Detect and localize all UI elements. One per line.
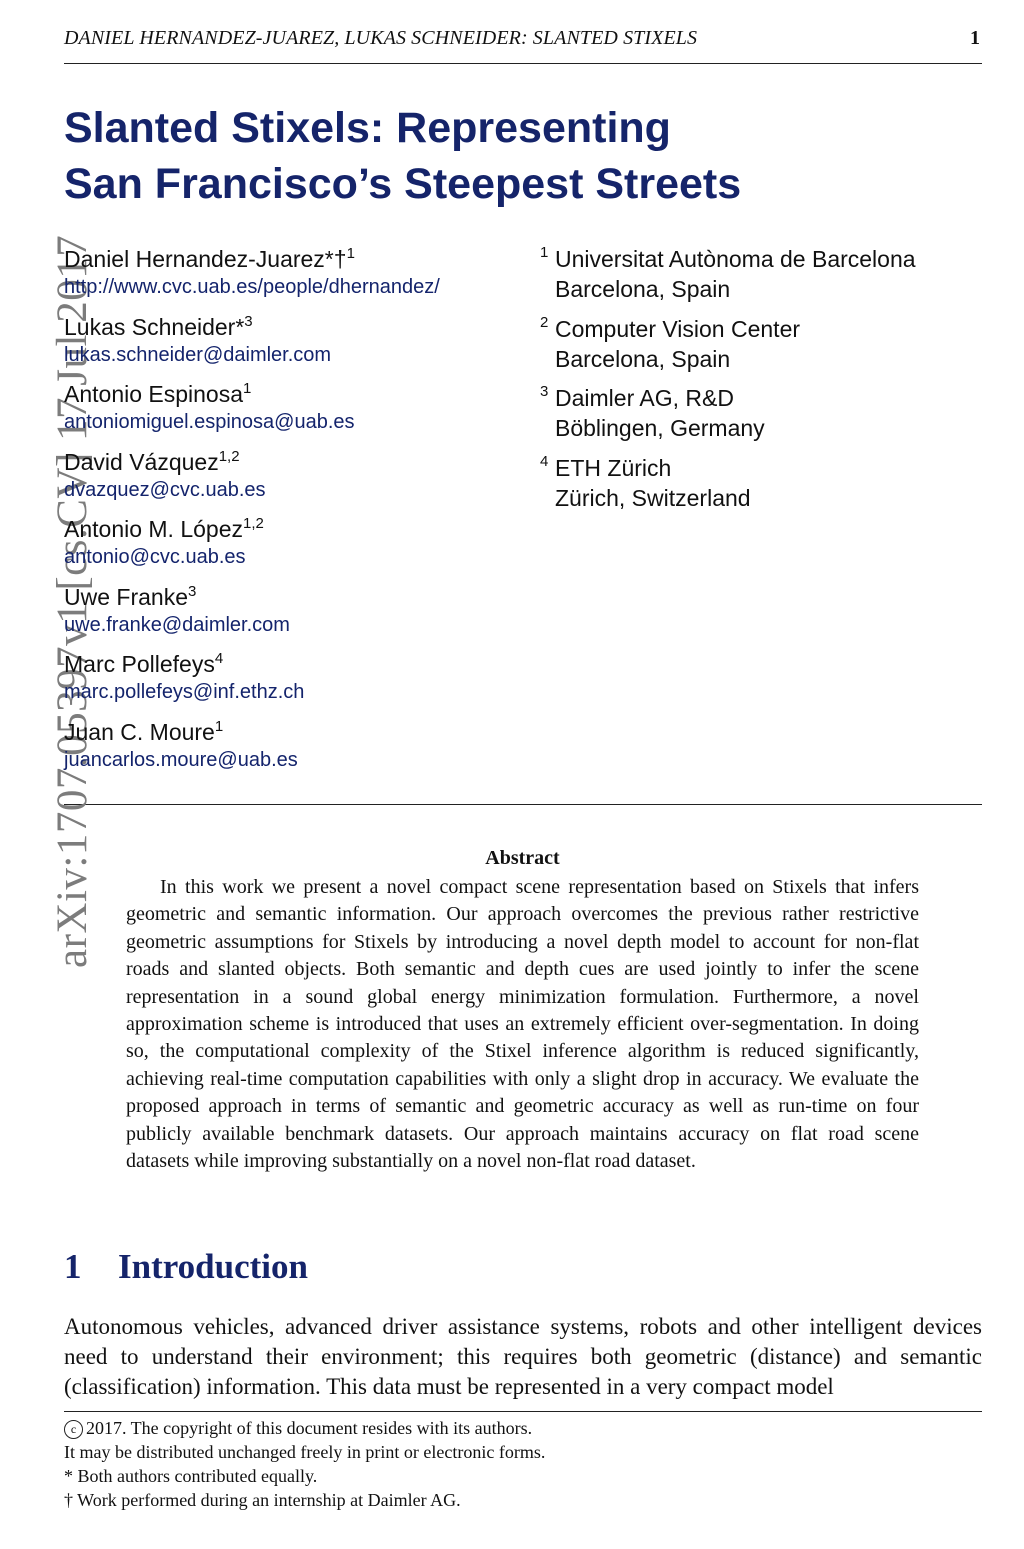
author-affiliation-marker: 1 (243, 380, 252, 397)
author-entry (64, 717, 524, 785)
affiliation-institution: ETH Zürich (555, 454, 672, 481)
footnote-distribution: It may be distributed unchanged freely in print or electronic forms. (64, 1442, 546, 1462)
author-name: Uwe Franke$^3$ (64, 582, 197, 610)
footnotes (64, 1416, 982, 1512)
author-email-link[interactable]: dvazquez@cvc.uab.es (64, 478, 266, 501)
affiliation-location: Barcelona, Spain (555, 345, 731, 372)
author-entry (64, 379, 524, 447)
affiliation-institution: Universitat Autònoma de Barcelona (555, 246, 916, 272)
author-affiliation-marker: 1 (346, 245, 355, 262)
title-line-2: San Francisco’s Steepest Streets (64, 160, 742, 208)
author-entry (64, 244, 524, 312)
author-email-link[interactable]: antoniomiguel.espinosa@uab.es (64, 411, 355, 433)
affiliation-number: 1 (540, 244, 549, 261)
author-email-link[interactable]: lukas.schneider@daimler.com (64, 343, 332, 366)
affiliation-entry (540, 453, 980, 523)
author-entry (64, 582, 524, 650)
introduction-text: Autonomous vehicles, advanced driver assistance systems, robots and other intelligent devices need to understand their environment; this requires both geometric (distance) and semantic (classification) information. This data must be represented in a very compact model (64, 1314, 982, 1399)
affiliation-location: Barcelona, Spain (555, 276, 731, 302)
arxiv-identifier: arXiv:1707.05397v1 [cs.CV] 17 Jul 2017 (49, 234, 96, 968)
footnote-copyright: c 2017. The copyright of this document resides with its authors. (64, 1416, 982, 1440)
footnote-divider (64, 1411, 982, 1412)
author-list (64, 244, 524, 784)
paper-title (64, 100, 741, 212)
page-number: 1 (970, 27, 980, 49)
author-entry (64, 312, 524, 380)
author-name: Daniel Hernandez-Juarez*†$^1$ (64, 245, 355, 272)
copyright-icon: c (64, 1420, 83, 1439)
author-affiliation-marker: 1,2 (218, 447, 240, 465)
running-title: DANIEL HERNANDEZ-JUAREZ, LUKAS SCHNEIDER: SLANTED STIXELS (64, 27, 698, 49)
affiliation-institution: Daimler AG, R&D (555, 385, 734, 411)
affiliation-list (540, 244, 980, 522)
author-name: Juan C. Moure$^1$ (64, 717, 224, 745)
title-line-1: Slanted Stixels: Representing (64, 104, 671, 152)
affiliation-institution: Computer Vision Center (555, 315, 801, 342)
affiliation-location: Zürich, Switzerland (555, 484, 751, 511)
author-email-link[interactable]: marc.pollefeys@inf.ethz.ch (64, 681, 305, 703)
author-email-link[interactable]: uwe.franke@daimler.com (64, 613, 290, 636)
author-affiliation-marker: 1 (214, 717, 224, 735)
footnote-equal-contribution: * Both authors contributed equally. (64, 1466, 318, 1486)
introduction-heading (64, 1244, 308, 1290)
author-entry (64, 649, 524, 717)
affiliation-entry (540, 314, 980, 384)
author-name: David Vázquez$^{1,2}$ (64, 447, 240, 475)
author-entry (64, 447, 524, 515)
abstract-divider (64, 804, 982, 805)
author-email-link[interactable]: juancarlos.moure@uab.es (64, 748, 298, 771)
affiliation-number: 2 (540, 313, 549, 331)
author-affiliation-marker: 3 (244, 312, 253, 330)
affiliation-location: Böblingen, Germany (555, 415, 765, 441)
page-header (64, 27, 982, 64)
section-number: 1 (64, 1247, 82, 1286)
author-homepage-link[interactable]: http://www.cvc.uab.es/people/dhernandez/ (64, 276, 440, 298)
abstract-text: In this work we present a novel compact scene representation based on Stixels that infers geometric and semantic information. Our approach overcomes the previous rather restrictive geometric assumptions for Stixels by introducing a novel depth model to account for non-flat roads and slanted objects. Both semantic and depth cues are used jointly to infer the scene representation in a sound global energy minimization formulation. Furthermore, a novel approximation scheme is introduced that uses an extremely efficient over-segmentation. In doing so, the computational complexity of the Stixel inference algorithm is reduced significantly, achieving real-time computation capabilities with only a slight drop in accuracy. We evaluate the proposed approach in terms of semantic and geometric accuracy as well as run-time on four publicly available benchmark datasets. Our approach maintains accuracy on flat road scene datasets while improving substantially on a novel non-flat road dataset. (126, 876, 919, 1173)
author-affiliation-marker: 1,2 (243, 515, 264, 532)
author-entry (64, 514, 524, 582)
author-affiliation-marker: 3 (187, 582, 197, 600)
author-email-link[interactable]: antonio@cvc.uab.es (64, 546, 246, 568)
affiliation-number: 4 (540, 452, 549, 470)
section-title: Introduction (118, 1247, 308, 1286)
author-name: Antonio M. López$^{1,2}$ (64, 515, 264, 542)
affiliation-number: 3 (540, 383, 549, 400)
abstract-heading: Abstract (485, 847, 560, 869)
author-affiliation-marker: 4 (214, 650, 224, 667)
affiliation-entry (540, 244, 980, 314)
abstract (126, 844, 919, 1175)
author-name: Antonio Espinosa$^1$ (64, 380, 252, 407)
author-name: Lukas Schneider*$^3$ (64, 312, 253, 340)
author-name: Marc Pollefeys$^4$ (64, 650, 224, 677)
footnote-internship: † Work performed during an internship at Daimler AG. (64, 1490, 461, 1510)
affiliation-entry (540, 383, 980, 453)
